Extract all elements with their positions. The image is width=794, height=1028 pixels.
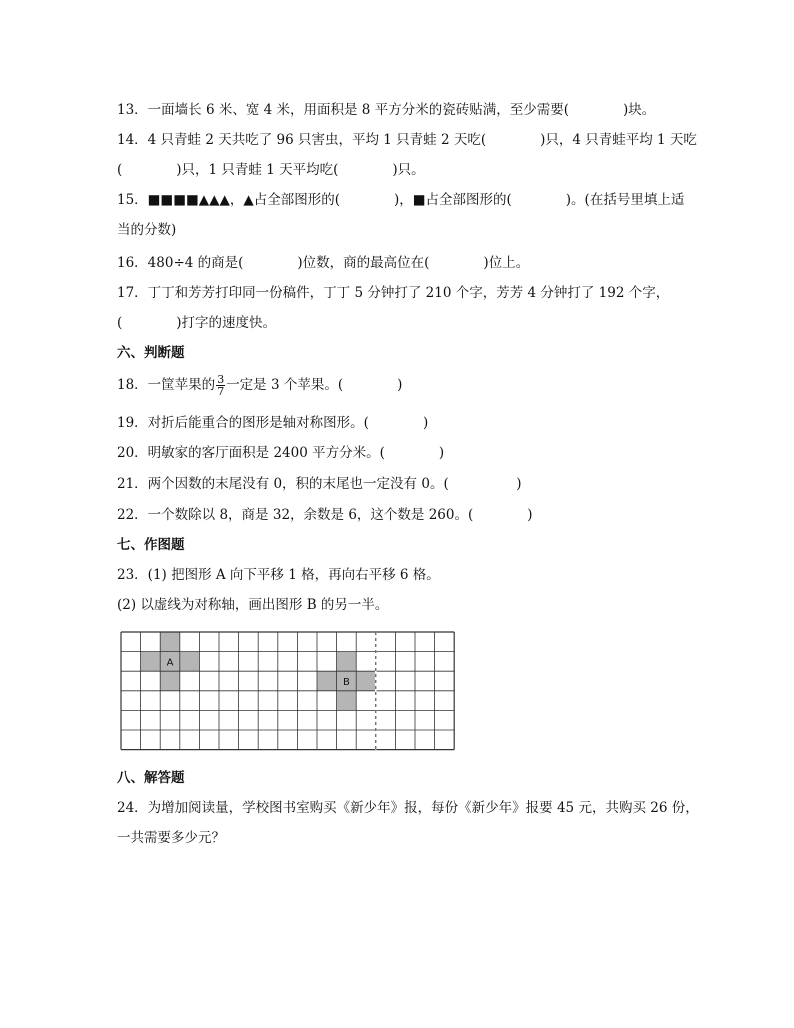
shape-b-label: B — [342, 677, 350, 688]
section-7-heading: 七、作图题 — [117, 537, 185, 553]
shape-a-cell — [160, 671, 180, 691]
shape-b-cell — [337, 691, 357, 711]
question-17-line-2: ( )打字的速度快。 — [117, 315, 277, 331]
shape-b-cell — [356, 671, 376, 691]
question-24-line-1: 24．为增加阅读量，学校图书室购买《新少年》报，每份《新少年》报要 45 元，共购买 26 份， — [117, 800, 699, 816]
section-8-heading: 八、解答题 — [117, 770, 185, 786]
question-22: 22．一个数除以 8，商是 32，余数是 6，这个数是 260。( ) — [117, 507, 533, 523]
question-14-line-1: 14．4 只青蛙 2 天共吃了 96 只害虫，平均 1 只青蛙 2 天吃( )只，4 只青蛙平均 1 天吃 — [117, 132, 697, 148]
fraction-numerator: 3 — [217, 373, 225, 386]
question-18-prefix: 18．一筐苹果的 — [117, 377, 216, 393]
question-23-part-1: 23．(1) 把图形 A 向下平移 1 格，再向右平移 6 格。 — [117, 567, 440, 583]
shape-a-cell — [141, 652, 161, 672]
question-23-part-2: (2) 以虚线为对称轴，画出图形 B 的另一半。 — [117, 597, 389, 613]
fraction-denominator: 7 — [217, 385, 225, 398]
shape-a-cell — [180, 652, 200, 672]
question-20: 20．明敏家的客厅面积是 2400 平方分米。( ) — [117, 445, 445, 461]
shape-b-cell — [317, 671, 337, 691]
question-24-line-2: 一共需要多少元？ — [117, 830, 225, 846]
question-17-line-1: 17．丁丁和芳芳打印同一份稿件，丁丁 5 分钟打了 210 个字，芳芳 4 分钟打了 192 个字， — [117, 285, 670, 301]
grid-figure — [120, 631, 460, 755]
question-18 — [117, 374, 402, 397]
section-6-heading: 六、判断题 — [117, 345, 185, 361]
shape-a-label: A — [166, 657, 174, 669]
question-21: 21．两个因数的末尾没有 0，积的末尾也一定没有 0。( ) — [117, 476, 522, 492]
question-18-suffix: 一定是 3 个苹果。( ) — [226, 377, 403, 393]
grid-svg — [120, 631, 460, 751]
question-13: 13．一面墙长 6 米、宽 4 米，用面积是 8 平方分米的瓷砖贴满，至少需要( )块。 — [117, 102, 656, 118]
question-15-line-2: 当的分数) — [117, 222, 177, 238]
shape-b-cell — [337, 652, 357, 672]
question-15-line-1: 15．■■■■▲▲▲，▲占全部图形的( )，■占全部图形的( )。(在括号里填上适 — [117, 192, 685, 208]
question-16: 16．480÷4 的商是( )位数，商的最高位在( )位上。 — [117, 255, 530, 271]
question-14-line-2: ( )只，1 只青蛙 1 天平均吃( )只。 — [117, 162, 425, 178]
question-19: 19．对折后能重合的图形是轴对称图形。( ) — [117, 415, 429, 431]
shape-a-cell — [160, 632, 180, 652]
fraction — [216, 374, 225, 397]
